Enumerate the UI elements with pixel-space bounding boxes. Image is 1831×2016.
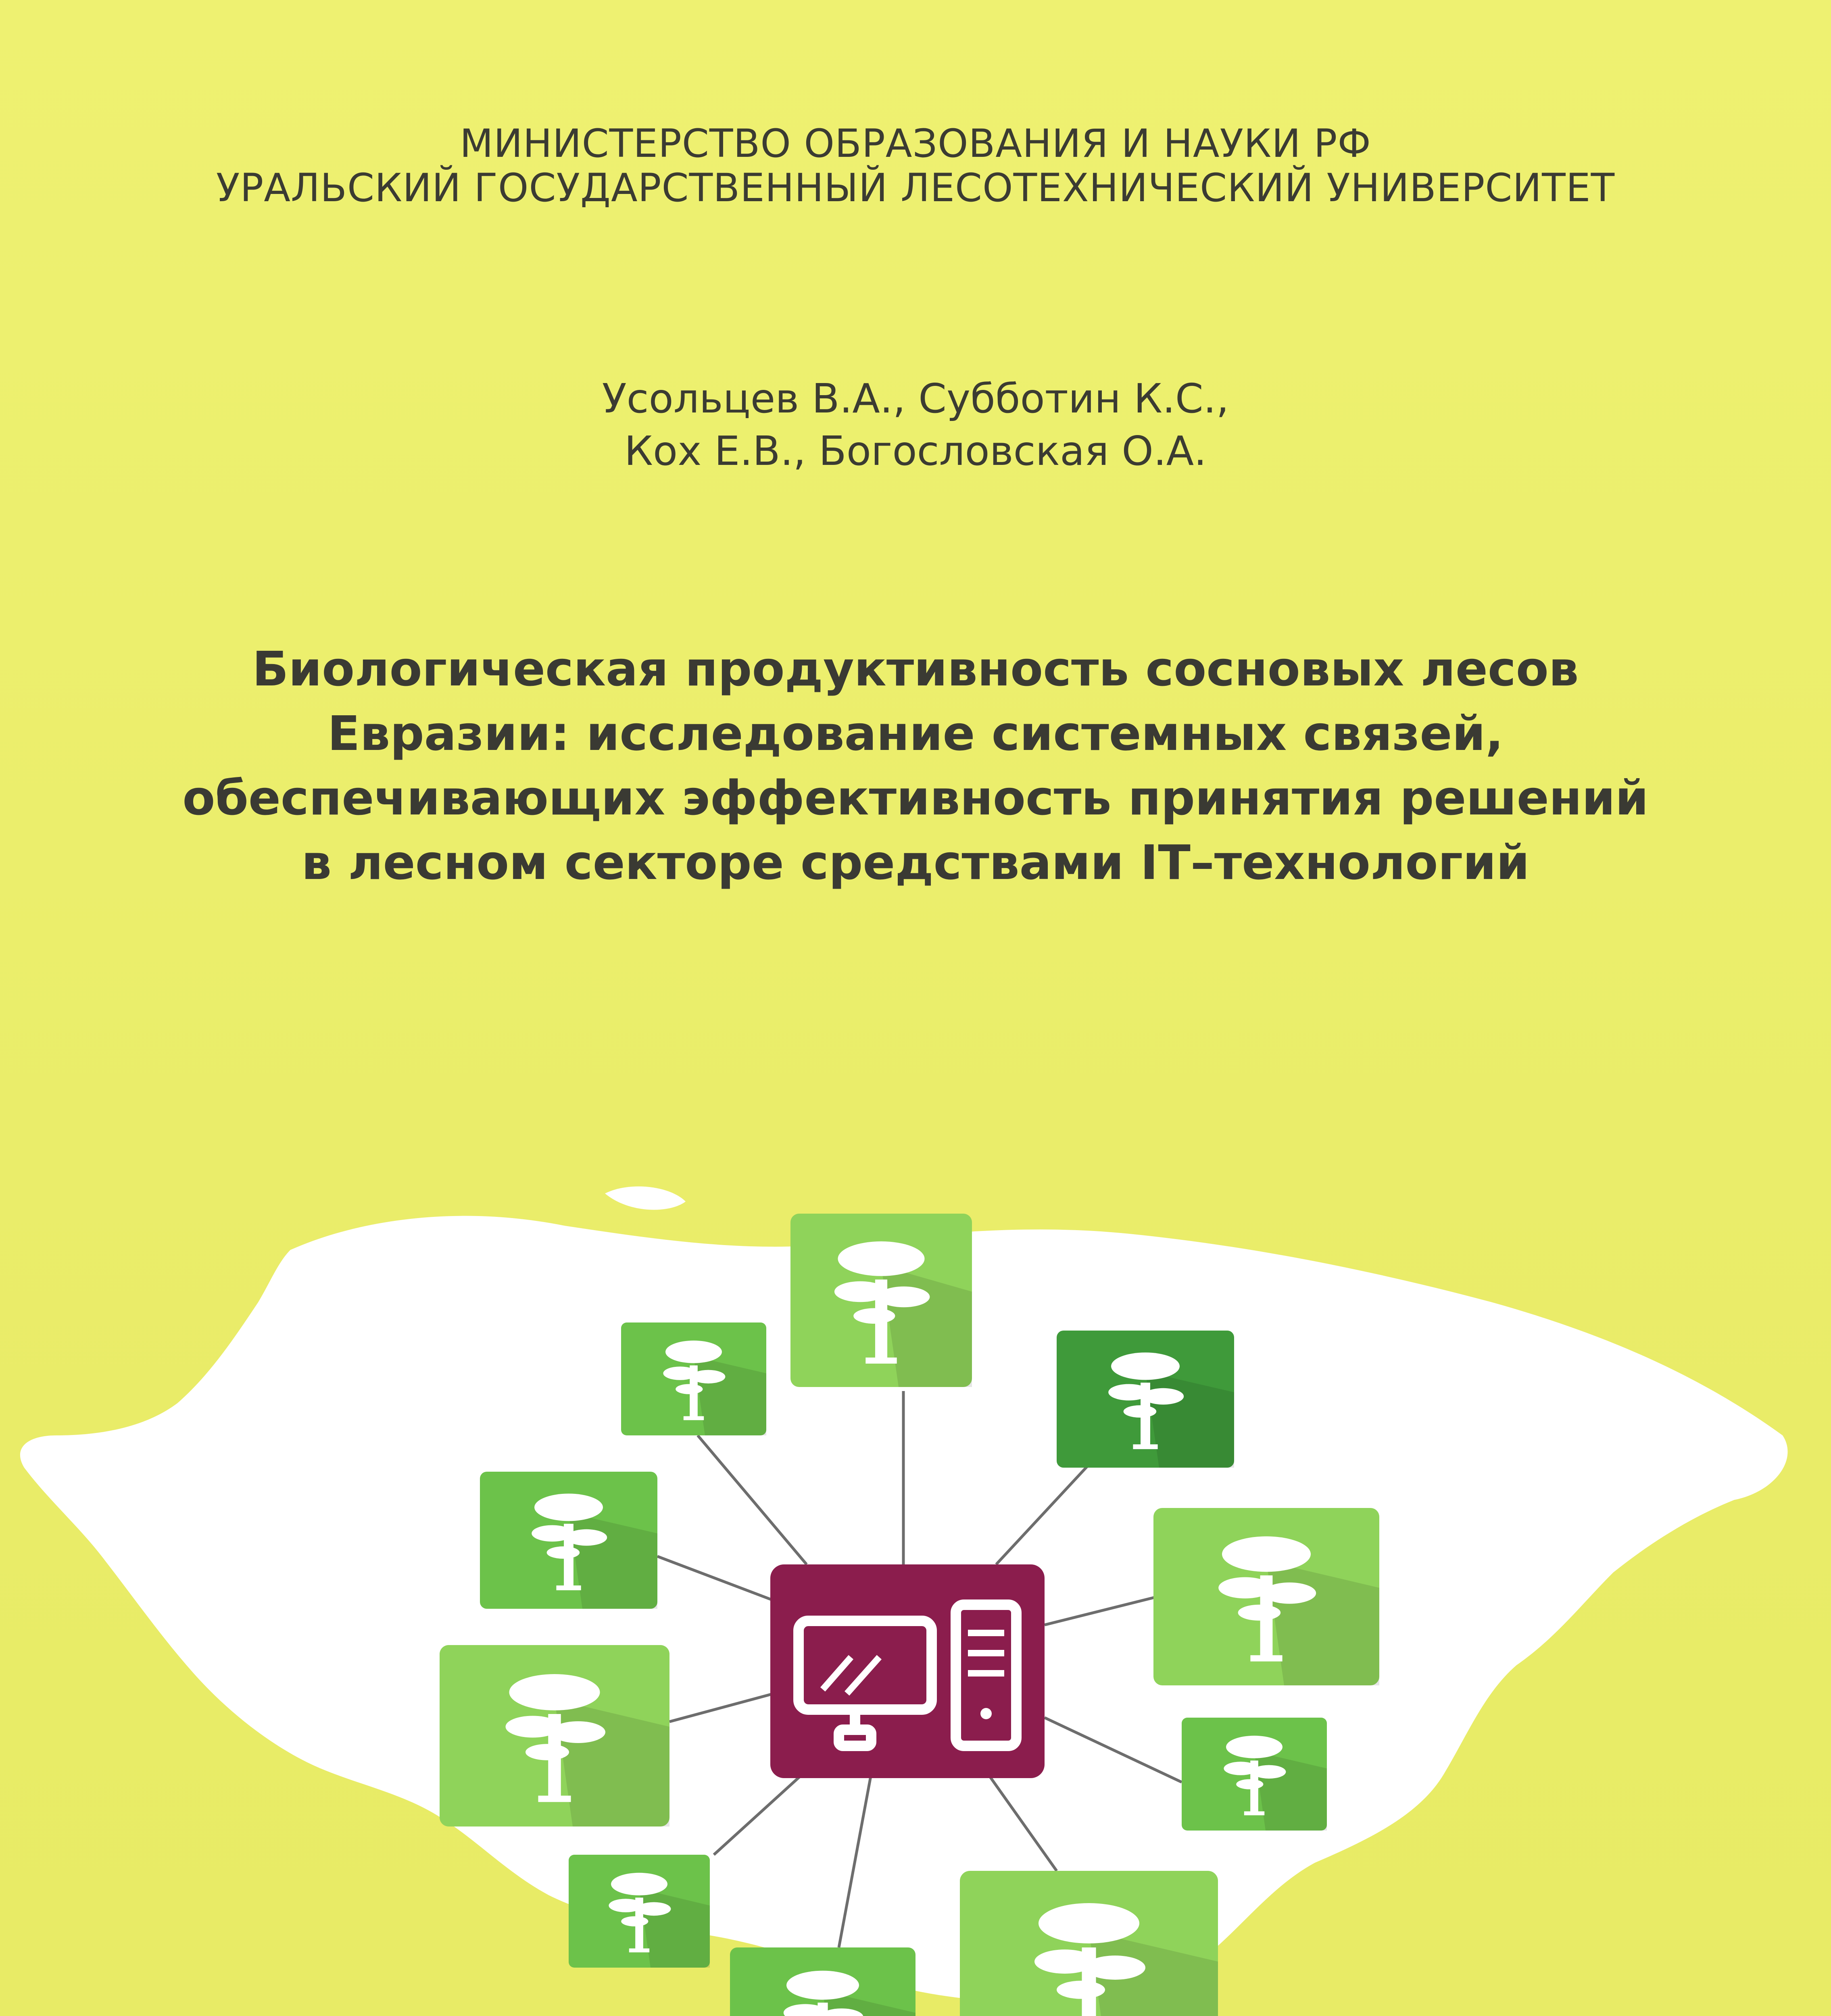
title-line-3: обеспечивающих эффективность принятия решений xyxy=(182,770,1649,826)
tree-node xyxy=(569,1855,710,1968)
tree-node xyxy=(1182,1718,1327,1831)
authors-line-2: Кох Е.В., Богословская О.А. xyxy=(624,427,1207,475)
tree-node xyxy=(440,1645,669,1826)
tree-node xyxy=(621,1322,766,1435)
authors-line-1: Усольцев В.А., Субботин К.С., xyxy=(602,375,1229,422)
title-line-4: в лесном секторе средствами IT–технологий xyxy=(301,835,1530,890)
network-illustration xyxy=(0,1169,1831,2016)
tree-node xyxy=(1153,1508,1379,1685)
tree-node xyxy=(790,1214,972,1387)
computer-node xyxy=(770,1564,1045,1778)
ministry-line: МИНИСТЕРСТВО ОБРАЗОВАНИЯ И НАУКИ РФ xyxy=(459,121,1371,166)
tree-node xyxy=(960,1871,1218,2016)
title-line-2: Евразии: исследование системных связей, xyxy=(327,706,1504,761)
tree-node xyxy=(730,1947,916,2016)
title-line-1: Биологическая продуктивность сосновых лесов xyxy=(252,641,1579,697)
university-line: УРАЛЬСКИЙ ГОСУДАРСТВЕННЫЙ ЛЕСОТЕХНИЧЕСКИЙ УНИВЕРСИТЕТ xyxy=(216,165,1615,210)
tree-node xyxy=(1057,1331,1234,1468)
tree-node xyxy=(480,1472,657,1609)
